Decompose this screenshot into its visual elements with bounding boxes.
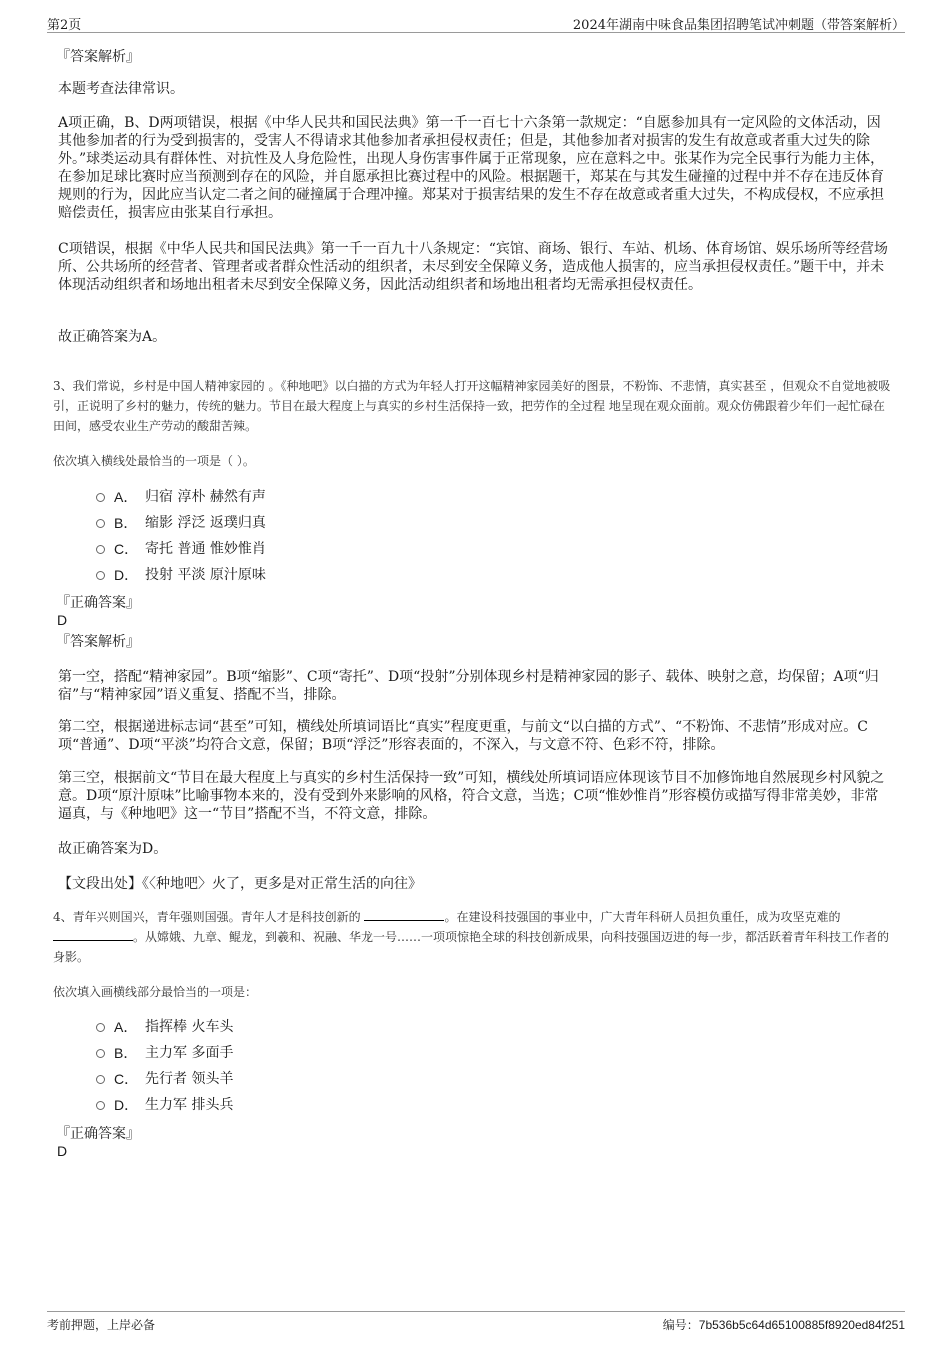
q3-stem: 3、我们常说，乡村是中国人精神家园的 。《种地吧》以白描的方式为年轻人打开这幅精神家园美好的图景，不粉饰、不悲情，真实甚至 ，但观众不自觉地被吸引，正说明了乡村的魅力，传统的魅力。节目在最大程度上与真实的乡村生活保持一致，把劳作的全过程 地呈现在观众面前。观众仿佛跟着少年们一起忙碌在田间，感受农业生产劳动的酸甜苦辣。	[53, 379, 891, 433]
q3-answer-label: 『正确答案』	[56, 595, 140, 611]
q3-option-c[interactable]: C． 寄托 普通 惟妙惟肖	[96, 540, 266, 558]
q4-stem: 4、青年兴则国兴，青年强则国强。青年人才是科技创新的 。在建设科技强国的事业中，广大青年科研人员担负重任，成为攻坚克难的 。从嫦娥、九章、鲲龙，到羲和、祝融、华龙一号……一项项惊艳全球的科技创新成果，向科技强国迈进的每一步，都活跃着青年科技工作者的身影。	[53, 910, 890, 964]
radio-icon[interactable]	[96, 1049, 105, 1058]
radio-icon[interactable]	[96, 571, 105, 580]
q3-prompt: 依次填入横线处最恰当的一项是（ ）。	[53, 454, 255, 468]
q2-paragraph-a: A项正确，B、D两项错误，根据《中华人民共和国民法典》第一千一百七十六条第一款规定：“自愿参加具有一定风险的文体活动，因其他参加者的行为受到损害的，受害人不得请求其他参加者承担侵权责任；但是，其他参加者对损害的发生有故意或者重大过失的除外。”球类运动具有群体性、对抗性及人身危险性，出现人身伤害事件属于正常现象，应在意料之中。张某作为完全民事行为能力主体，在参加足球比赛时应当预测到存在的风险，并自愿承担比赛过程中的风险。根据题干，郑某在与其发生碰撞的过程中并不存在违反体育规则的行为，因此应当认定二者之间的碰撞属于合理冲撞。郑某对于损害结果的发生不存在故意或者重大过失，不构成侵权，不应承担赔偿责任，损害应由张某自行承担。	[58, 115, 885, 221]
document-title: 2024年湖南中味食品集团招聘笔试冲刺题（带答案解析）	[572, 18, 905, 33]
q3-option-b[interactable]: B． 缩影 浮泛 返璞归真	[96, 514, 266, 532]
q3-conclusion: 故正确答案为D。	[58, 841, 168, 857]
q4-option-b[interactable]: B． 主力军 多面手	[96, 1044, 233, 1062]
page-header	[47, 14, 905, 33]
q4-option-d[interactable]: D． 生力军 排头兵	[96, 1096, 233, 1114]
blank-line	[364, 908, 444, 921]
q3-source: 【文段出处】《〈种地吧〉火了，更多是对正常生活的向往》	[58, 876, 422, 892]
radio-icon[interactable]	[96, 1023, 105, 1032]
q3-analysis-label: 『答案解析』	[56, 634, 140, 650]
q4-answer: D	[57, 1143, 68, 1159]
page-number: 第2页	[47, 18, 82, 33]
document-code: 编号：7b536b5c64d65100885f8920ed84f251	[662, 1318, 905, 1332]
q3-analysis-2: 第二空，根据递进标志词“甚至”可知，横线处所填词语比“真实”程度更重，与前文“以白描的方式”、“不粉饰、不悲情”形成对应。C项“普通”、D项“平淡”均符合文意，保留；B项“浮泛”形容表面的，不深入，与文意不符、色彩不符，排除。	[58, 719, 868, 753]
q4-prompt: 依次填入画横线部分最恰当的一项是：	[53, 985, 258, 999]
q2-conclusion: 故正确答案为A。	[58, 329, 167, 345]
page-footer	[47, 1311, 905, 1335]
radio-icon[interactable]	[96, 519, 105, 528]
q3-option-a[interactable]: A． 归宿 淳朴 赫然有声	[96, 488, 266, 506]
q4-option-c[interactable]: C． 先行者 领头羊	[96, 1070, 233, 1088]
footer-slogan: 考前押题，上岸必备	[47, 1318, 156, 1332]
q3-answer: D	[57, 612, 68, 628]
blank-line	[53, 928, 133, 941]
radio-icon[interactable]	[96, 545, 105, 554]
q4-option-a[interactable]: A． 指挥棒 火车头	[96, 1018, 233, 1036]
q3-option-d[interactable]: D． 投射 平淡 原汁原味	[96, 566, 266, 584]
q4-answer-label: 『正确答案』	[56, 1126, 140, 1142]
q2-paragraph-c: C项错误，根据《中华人民共和国民法典》第一千一百九十八条规定：“宾馆、商场、银行、车站、机场、体育场馆、娱乐场所等经营场所、公共场所的经营者、管理者或者群众性活动的组织者，未尽到安全保障义务，造成他人损害的，应当承担侵权责任。”题干中，并未体现活动组织者和场地出租者未尽到安全保障义务，因此活动组织者和场地出租者均无需承担侵权责任。	[58, 241, 888, 293]
q2-analysis-label: 『答案解析』	[56, 49, 140, 65]
q3-analysis-1: 第一空，搭配“精神家园”。B项“缩影”、C项“寄托”、D项“投射”分别体现乡村是精神家园的影子、载体、映射之意，均保留；A项“归宿”与“精神家园”语义重复、搭配不当，排除。	[58, 669, 879, 703]
radio-icon[interactable]	[96, 1075, 105, 1084]
q2-intro: 本题考查法律常识。	[58, 81, 184, 97]
radio-icon[interactable]	[96, 493, 105, 502]
radio-icon[interactable]	[96, 1101, 105, 1110]
q3-analysis-3: 第三空，根据前文“节目在最大程度上与真实的乡村生活保持一致”可知，横线处所填词语应体现该节目不加修饰地自然展现乡村风貌之意。D项“原汁原味”比喻事物本来的，没有受到外来影响的风格，符合文意，当选；C项“惟妙惟肖”形容模仿或描写得非常美妙，非常逼真，与《种地吧》这一“节目”搭配不当，不符文意，排除。	[58, 770, 885, 822]
